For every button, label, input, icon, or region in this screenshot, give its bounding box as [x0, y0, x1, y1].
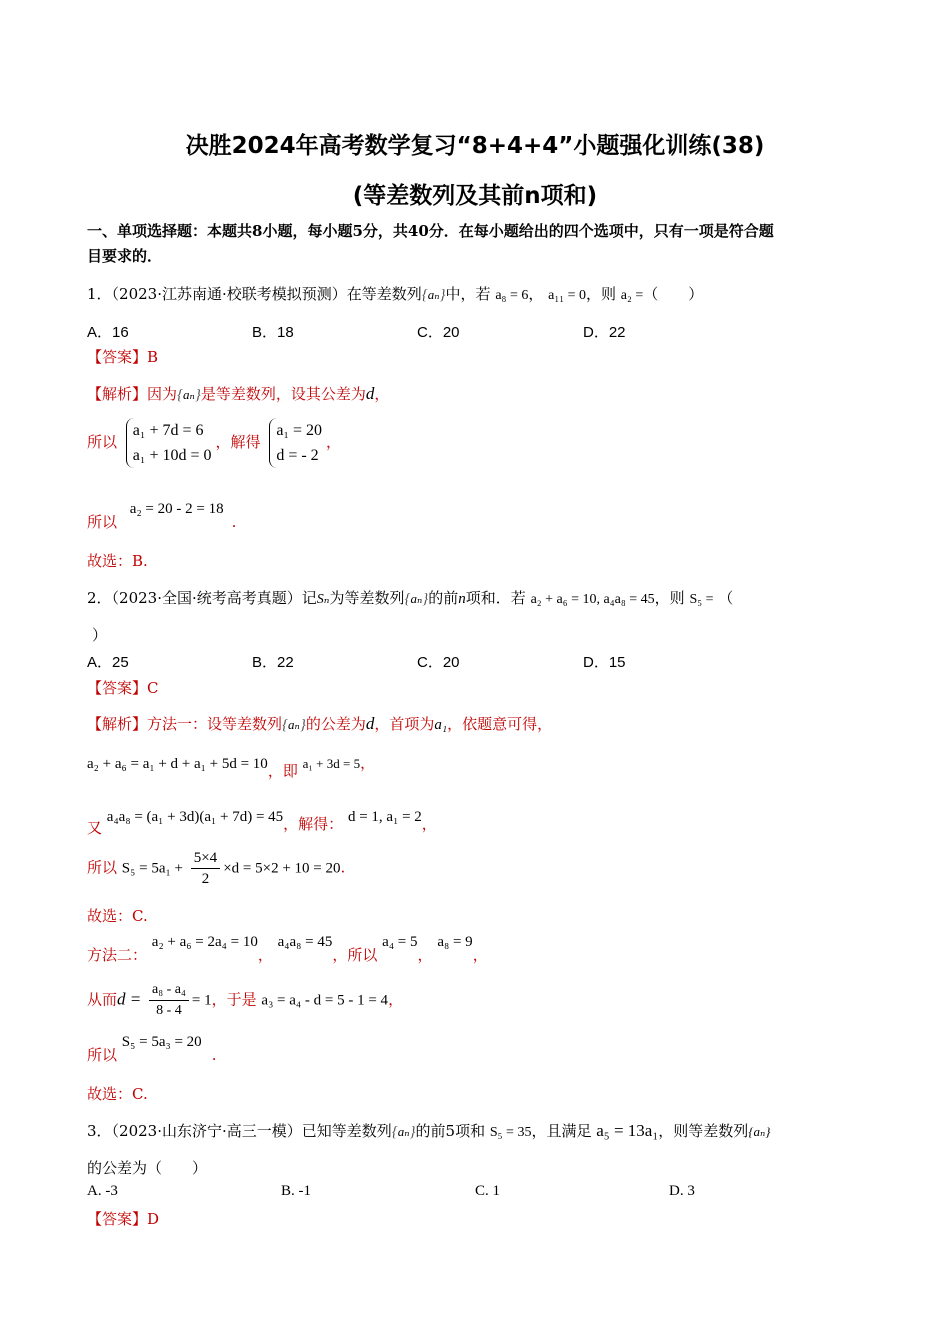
q1-choice: 故选：B.	[87, 552, 148, 570]
page-title: 决胜2024年高考数学复习“8+4+4”小题强化训练(38)	[185, 133, 765, 159]
q2-option-b: B．22	[252, 654, 294, 671]
q3-option-a: A. -3	[87, 1183, 118, 1199]
q1-option-d: D．22	[583, 324, 626, 341]
q1-analysis-line1: 【解析】因为{ aₙ } 是等差数列，设其公差为d，	[87, 383, 389, 404]
q1-option-b: B．18	[252, 324, 294, 341]
question-1-stem: 1．（2023·江苏南通·校联考模拟预测）在等差数列{ aₙ } 中，若 a₈ = 6， a₁₁ = 0，则 a₂ =（ ）	[87, 283, 703, 304]
q3-option-b: B. -1	[281, 1183, 311, 1199]
q3-option-d: D. 3	[669, 1183, 695, 1199]
q2-choice-1: 故选：C.	[87, 907, 148, 925]
q1-equation-system: a₁ + 7d = 6 a₁ + 10d = 0	[126, 418, 212, 468]
q1-solution-system: a₁ = 20 d = - 2	[269, 418, 322, 468]
q1-option-c: C．20	[417, 324, 460, 341]
q2-analysis-line3: 又 a₄a₈ = (a₁ + 3d)(a₁ + 7d) = 45，解得： d = 1, a₁ = 2，	[87, 809, 437, 837]
q2-fraction-2: $\frac{\text{a₈ - a₄}}{8 - 4}$	[149, 980, 189, 1021]
q2-analysis-line2: a₂ + a₆ = a₁ + d + a₁ + 5d = 10，即 a₁ + 3d = 5，	[87, 754, 376, 780]
q2-option-a: A．25	[87, 654, 129, 671]
q2-fraction: $\frac{5\times 4}{2}$	[191, 848, 220, 889]
q1-analysis-system: 所以 a₁ + 7d = 6 a₁ + 10d = 0 ，解得 a₁ = 20 d = - 2 ，	[87, 418, 341, 468]
question-3-stem-line2: 的公差为（ ）	[87, 1159, 208, 1177]
q2-analysis-line1: 【解析】方法一：设等差数列{ aₙ } 的公差为d，首项为a₁，依题意可得，	[87, 713, 552, 734]
q2-option-c: C．20	[417, 654, 460, 671]
q1-option-a: A．16	[87, 324, 129, 341]
section-heading-line2: 目要求的．	[87, 247, 163, 265]
q2-analysis-line4: 所以 S₅ = 5a₁ + $\frac{5\times 4}{2}$ ×d = 5×2 + 10 = 20.	[87, 850, 346, 887]
section-heading-line1: 一、单项选择题：本题共8小题，每小题5分，共40分．在每小题给出的四个选项中，只有一项是符合题	[87, 222, 774, 240]
q1-answer: 【答案】B	[87, 348, 159, 366]
q3-answer: 【答案】D	[87, 1210, 160, 1228]
q2-answer: 【答案】C	[87, 679, 159, 697]
question-3-stem: 3．（2023·山东济宁·高三一模）已知等差数列{ aₙ } 的前5项和 S₅ = 35，且满足 a₅ = 13a₁，则等差数列{aₙ}	[87, 1120, 770, 1141]
q2-method2-line1: 方法二： a₂ + a₆ = 2a₄ = 10， a₄a₈ = 45，所以 a₄ = 5， a₈ = 9，	[87, 934, 488, 964]
page-subtitle: (等差数列及其前n项和)	[352, 183, 598, 209]
question-2-stem: 2．（2023·全国·统考高考真题）记Sₙ为等差数列{ aₙ } 的前n项和．若 a₂ + a₆ = 10, a₄a₈ = 45，则 S₅ = （	[87, 587, 733, 608]
q2-choice-2: 故选：C.	[87, 1085, 148, 1103]
q2-method2-line3: 所以 S₅ = 5a₃ = 20.	[87, 1034, 217, 1064]
q2-option-d: D．15	[583, 654, 626, 671]
question-2-stem-close: ）	[92, 626, 108, 644]
q3-option-c: C. 1	[475, 1183, 501, 1199]
q2-method2-line2: 从而d = $\frac{\text{a₈ - a₄}}{8 - 4}$ = 1，于是 a₃ = a₄ - d = 5 - 1 = 4，	[87, 980, 403, 1021]
q1-analysis-result: 所以 a₂ = 20 - 2 = 18.	[87, 501, 237, 531]
